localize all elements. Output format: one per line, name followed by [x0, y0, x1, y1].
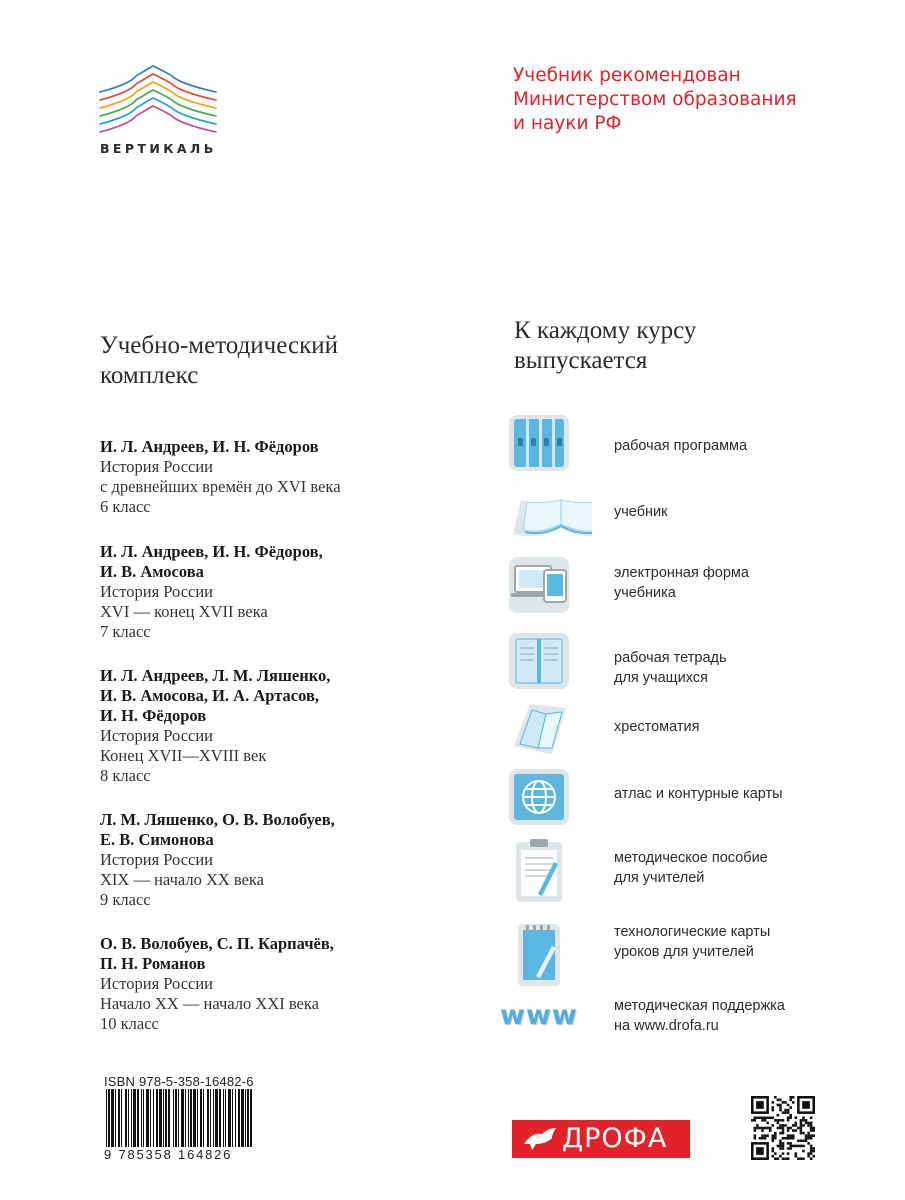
course-item-program: [496, 414, 876, 474]
ministry-recommendation: [513, 64, 873, 136]
book-authors: И. В. Амосова, И. А. Артасов,: [100, 686, 319, 705]
course-item-atlas: [496, 768, 876, 828]
publisher-logo: [512, 1120, 690, 1158]
umk-heading-line: комплекс: [100, 362, 199, 389]
clipboard-pen-icon: [508, 838, 570, 904]
book-title: История России: [100, 726, 214, 745]
isbn-label: ISBN 978-5-358-16482-6: [104, 1074, 254, 1089]
book-grade: 7 класс: [100, 622, 151, 641]
course-item-lesson-maps: [496, 922, 876, 982]
course-heading-line: выпускается: [514, 347, 648, 374]
book-period: Конец XVII—XVIII век: [100, 746, 267, 765]
course-item-label: методическое пособие: [614, 850, 768, 866]
course-item-label: для учащихся: [614, 670, 708, 686]
qr-code-icon: [751, 1096, 815, 1160]
ministry-line: Учебник рекомендован: [513, 65, 741, 86]
course-item-reader: [496, 700, 876, 760]
reader-book-icon: [508, 700, 570, 758]
course-item-textbook: [496, 488, 876, 548]
course-heading: [514, 316, 696, 376]
binder-program-icon: [508, 414, 570, 472]
book-title: История России: [100, 457, 214, 476]
book-period: XVI — конец XVII века: [100, 602, 268, 621]
barcode-digits: 9 785358 164826: [104, 1147, 233, 1162]
course-heading-line: К каждому курсу: [514, 317, 697, 344]
course-item-label: учебник: [614, 504, 668, 520]
book-period: XIX — начало XX века: [100, 870, 265, 889]
course-item-label: хрестоматия: [614, 719, 700, 735]
book-period: Начало XX — начало XXI века: [100, 994, 319, 1013]
ministry-line: и науки РФ: [513, 113, 622, 134]
book-title: История России: [100, 974, 214, 993]
workbook-icon: [508, 632, 570, 690]
book-grade: 10 класс: [100, 1014, 159, 1033]
book-title: История России: [100, 582, 214, 601]
book-authors: Е. В. Симонова: [100, 830, 214, 849]
course-item-label: на www.drofa.ru: [614, 1018, 719, 1034]
course-item-label: уроков для учителей: [614, 944, 754, 960]
course-item-label: атлас и контурные карты: [614, 786, 783, 802]
course-item-label: рабочая программа: [614, 438, 748, 454]
umk-heading-line: Учебно-методический: [100, 332, 338, 359]
devices-icon: [508, 556, 570, 614]
course-item-label: методическая поддержка: [614, 998, 785, 1014]
barcode-icon: [104, 1089, 257, 1149]
book-authors: Л. М. Ляшенко, О. В. Волобуев,: [100, 810, 335, 829]
book-grade: 8 класс: [100, 766, 151, 785]
book-authors: И. Л. Андреев, И. Н. Фёдоров,: [100, 542, 323, 561]
www-icon: [500, 1000, 592, 1036]
book-grade: 6 класс: [100, 497, 151, 516]
book-entry-6: [100, 437, 341, 517]
book-grade: 9 класс: [100, 890, 151, 909]
course-item-label: учебника: [614, 585, 676, 601]
book-period: с древнейших времён до XVI века: [100, 477, 341, 496]
open-book-icon: [492, 488, 592, 546]
book-authors: И. Л. Андреев, И. Н. Фёдоров: [100, 437, 319, 456]
book-authors: П. Н. Романов: [100, 954, 206, 973]
book-authors: И. Н. Фёдоров: [100, 706, 207, 725]
publisher-name: ДРОФА: [562, 1123, 668, 1154]
book-entry-9: [100, 810, 335, 910]
course-item-label: для учителей: [614, 870, 705, 886]
umk-heading: [100, 331, 338, 391]
course-item-label: электронная форма: [614, 565, 749, 581]
www-text: www: [500, 1000, 578, 1031]
book-authors: О. В. Волобуев, С. П. Карпачёв,: [100, 934, 334, 953]
book-title: История России: [100, 850, 214, 869]
book-entry-10: [100, 934, 334, 1034]
course-item-teacher-guide: [496, 838, 876, 898]
book-authors: И. В. Амосова: [100, 562, 204, 581]
course-item-label: технологические карты: [614, 924, 771, 940]
course-item-eform: [496, 556, 876, 616]
course-item-label: рабочая тетрадь: [614, 650, 727, 666]
book-authors: И. Л. Андреев, Л. М. Ляшенко,: [100, 666, 331, 685]
drofa-bird-icon: [522, 1124, 558, 1154]
ministry-line: Министерством образования: [513, 89, 797, 110]
globe-icon: [508, 768, 570, 826]
course-item-workbook: [496, 632, 876, 692]
notepad-pen-icon: [508, 922, 570, 988]
logo-wordmark: ВЕРТИКАЛЬ: [100, 141, 217, 156]
book-entry-7: [100, 542, 323, 642]
book-entry-8: [100, 666, 330, 786]
course-item-web-support: [496, 996, 876, 1056]
